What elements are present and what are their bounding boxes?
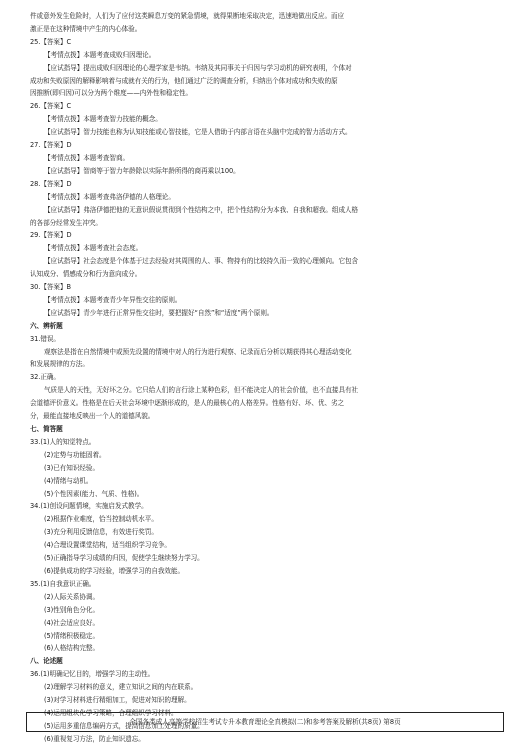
text-line: 【应试指导】智商等于智力年龄除以实际年龄所得的商再乘以100。 [44,166,240,175]
text-line: 会道德评价意义。性格是在后天社会环境中逐渐形成的，是人的最核心的人格差异。性格有好、坏、优、劣之 [30,399,345,408]
text-line: (6)提供成功的学习经验，增强学习的自我效能。 [44,566,185,575]
text-line: (5)正确指导学习成绩的归因，促使学生继续努力学习。 [44,554,204,563]
text-line: (4)社会适应良好。 [44,618,99,627]
text-line: 分，最能直接地反映出一个人的道德风貌。 [30,412,155,421]
text-line: 七、简答题 [30,425,63,433]
text-line: 【考情点拨】本题考查弗洛伊德的人格理论。 [44,192,175,201]
text-line: 25.【答案】C [30,37,72,46]
text-line: 的各部分经常发生冲突。 [30,218,102,227]
text-line: 【考情点拨】本题考查成败归因理论。 [44,50,156,59]
text-line: (5)情绪积极稳定。 [44,631,99,640]
text-line: 成功和失败原因的解释影响着与成就有关的行为，他们通过广泛的调查分析，归纳出个体对成功和失败的原 [30,76,338,85]
text-line: (3)性别角色分化。 [44,605,99,614]
text-line: 26.【答案】C [30,102,72,111]
text-line: 气质是人的天性，无好坏之分。它只给人们的言行涂上某种色彩，但不能决定人的社会价值，也不直接具有社 [44,386,359,395]
text-line: (6)人格结构完整。 [44,644,99,653]
text-line: 31.错误。 [30,334,60,343]
text-line: 30.【答案】B [30,283,71,292]
text-line: 认知成分、情感成分和行为意向成分。 [30,270,142,279]
text-line: 【考情点拨】本题考查青少年异性交往的原则。 [44,295,182,304]
text-line: 和发展规律的方法。 [30,360,89,369]
text-line: (5)运用多重信息编码方式，提高信息加工处理的质量。 [44,721,204,730]
text-line: (3)已有知识经验。 [44,463,99,472]
text-line: 33.(1)人的知觉特点。 [30,437,96,446]
text-line: 【应试指导】弗洛伊德把他的无意识假说贯彻到个性结构之中，把个性结构分为本我、自我和超我。组成人格 [44,205,359,214]
text-line: 34.(1)创设问题情境，实施启发式教学。 [30,502,148,511]
text-line: (3)对学习材料进行精细加工，促进对知识的理解。 [44,696,191,705]
text-line: 28.【答案】D [30,179,72,188]
text-line: 【应试指导】提出成败归因理论的心理学家是韦纳。韦纳及其同事关于归因与学习动机的研究表明，个体对 [44,63,352,72]
text-line: (2)定势与功能固着。 [44,450,106,459]
answer-page [30,10,505,746]
page-footer: 全国各类成人高等学校招生考试专升本教育理论全真模拟(二)和参考答案及解析(共8页) 第8页 [26,712,504,732]
text-line: (3)充分利用反馈信息，有效进行奖罚。 [44,528,158,537]
text-line: 【考情点拨】本题考查智力技能的概念。 [44,115,162,124]
text-line: 29.【答案】D [30,231,72,240]
text-line: 【考情点拨】本题考查社会态度。 [44,244,143,253]
text-line: 观察法是指在自然情境中或预先设置的情境中对人的行为进行观察、记录而后分析以期获得其心理活动变化 [44,347,352,356]
text-line: 36.(1)明确记忆目的，增强学习的主动性。 [30,670,155,679]
text-line: (2)根据作业难度，恰当控制动机水平。 [44,515,158,524]
text-line: 【考情点拨】本题考查智商。 [44,153,130,162]
text-line: 件或意外发生危险时，人们为了应付这类瞬息万变的紧急情境，就得果断地采取决定，迅速地做出反应。而应 [30,12,345,20]
text-line: (5)个性因素(能力、气质、性格)。 [44,489,144,498]
text-line: 激正是在这种情境中产生的内心体验。 [30,24,142,33]
text-line: (2)人际关系协调。 [44,592,99,601]
text-line: (4)情绪与动机。 [44,476,93,485]
text-line: (2)理解学习材料的意义，建立知识之间的内在联系。 [44,683,198,692]
text-line: 【应试指导】智力技能也称为认知技能或心智技能，它是人借助于内部言语在头脑中完成的智力活动方式。 [44,128,352,137]
text-line: 八、论述题 [30,657,63,666]
text-line: 【应试指导】青少年进行正常异性交往时，要把握好“自然”和“适度”两个原则。 [44,308,274,317]
text-line: (6)重视复习方法，防止知识遗忘。 [44,734,145,743]
text-line: 因推断(即归因)可以分为两个维度——内外性和稳定性。 [30,89,193,98]
text-line: 【应试指导】社会态度是个体基于过去经验对其周围的人、事、物持有的比较持久而一致的心理倾向。它包含 [44,257,359,266]
text-line: 27.【答案】D [30,141,72,150]
text-line: 32.正确。 [30,373,60,382]
text-line: 35.(1)自我意识正确。 [30,579,96,588]
text-line: (4)合理设置课堂结构，适当组织学习竞争。 [44,541,171,550]
text-line: (4)运用组块化学习策略，合理组织学习材料。 [44,708,178,717]
text-line: 六、辨析题 [30,321,63,330]
